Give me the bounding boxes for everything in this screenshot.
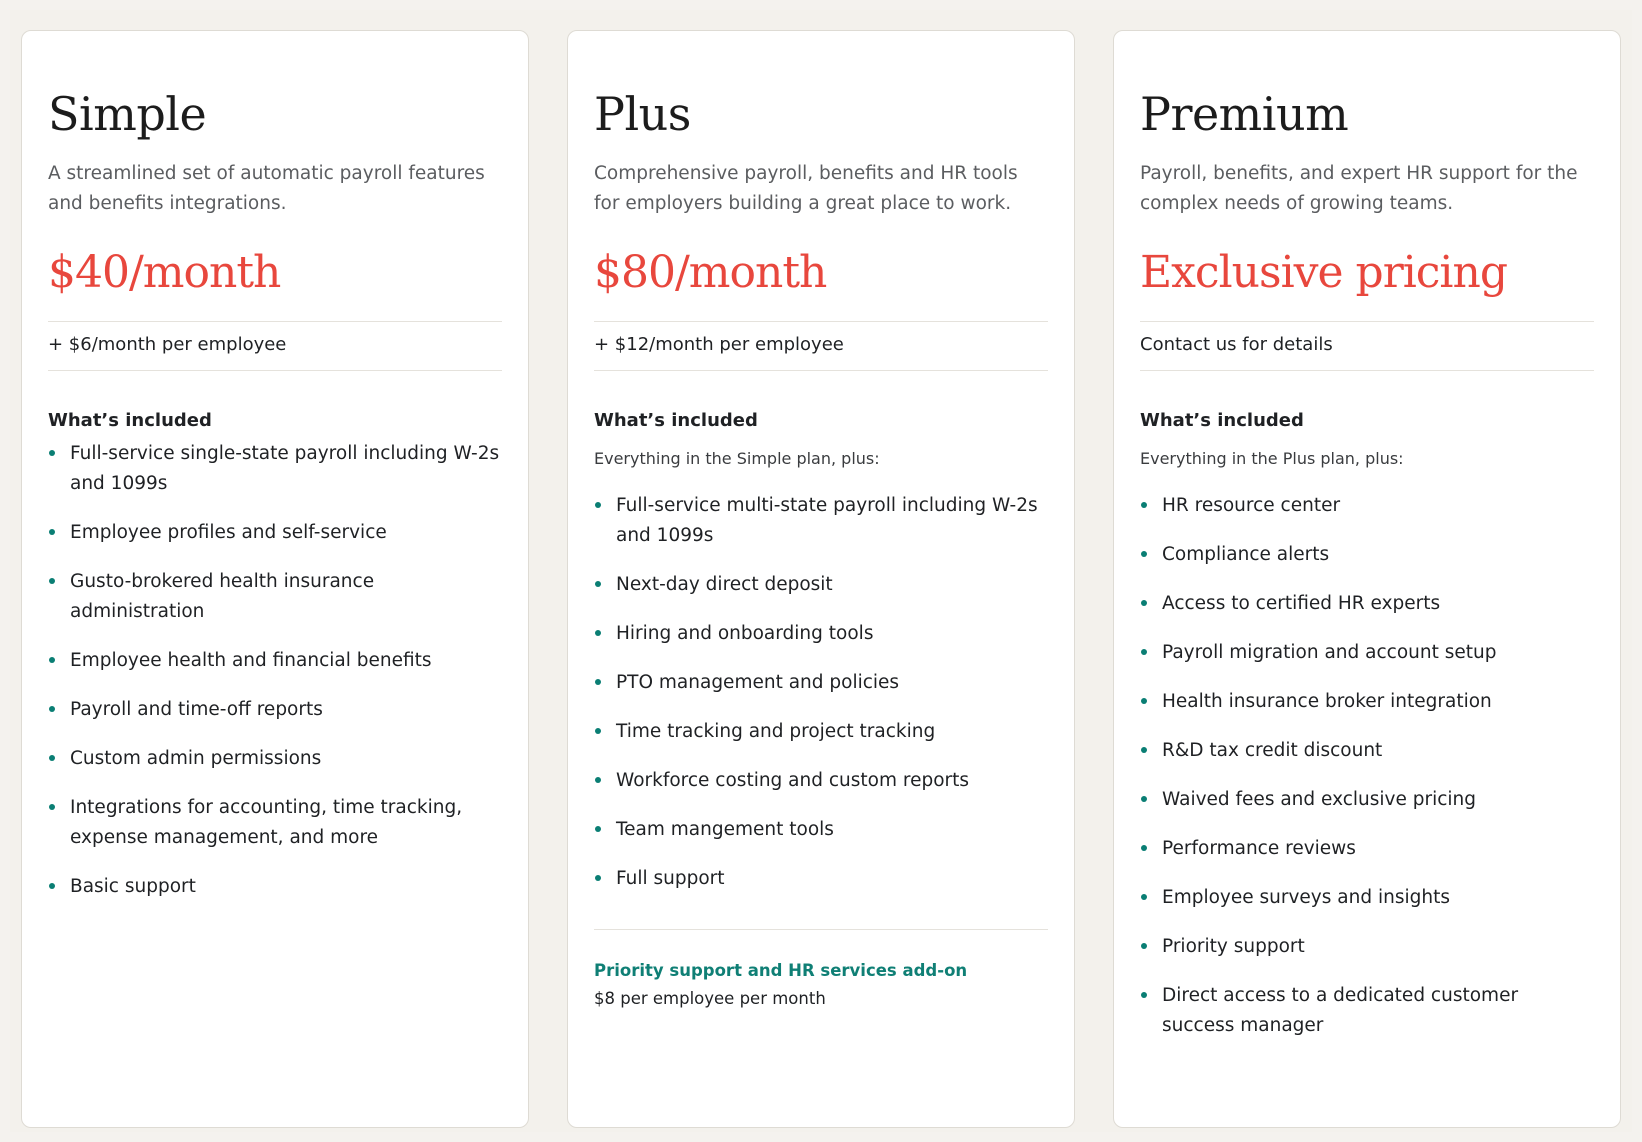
bullet-icon (1141, 600, 1147, 606)
bullet-icon (1141, 747, 1147, 753)
feature-item (1140, 540, 1594, 570)
plan-card-plus (567, 30, 1075, 1128)
plan-title: Plus (594, 87, 691, 141)
bullet-icon (1141, 551, 1147, 557)
price-note: Contact us for details (1140, 334, 1333, 355)
bullet-icon (1141, 992, 1147, 998)
feature-text: Workforce costing and custom reports (616, 770, 970, 791)
feature-item (1140, 883, 1594, 913)
feature-item (48, 518, 502, 548)
plan-price: $80/month (594, 247, 827, 298)
feature-text: Employee surveys and insights (1162, 887, 1450, 908)
bullet-icon (595, 679, 601, 685)
included-heading: What’s included (594, 410, 758, 431)
feature-text: Direct access to a dedicated customer success manager (1162, 985, 1519, 1036)
feature-item (1140, 785, 1594, 815)
feature-item (48, 744, 502, 774)
bullet-icon (1141, 943, 1147, 949)
feature-text: Integrations for accounting, time tracking, expense management, and more (70, 797, 463, 848)
feature-item (594, 570, 1048, 600)
feature-item (594, 717, 1048, 747)
bullet-icon (595, 777, 601, 783)
feature-item (48, 872, 502, 902)
feature-item (48, 567, 502, 627)
plan-description: A streamlined set of automatic payroll features and benefits integrations. (48, 163, 485, 214)
included-heading: What’s included (48, 410, 212, 431)
divider (48, 370, 502, 371)
feature-item (594, 668, 1048, 698)
feature-text: Full-service single-state payroll including W-2s and 1099s (70, 443, 500, 494)
feature-text: Time tracking and project tracking (616, 721, 936, 742)
plan-card-simple (21, 30, 529, 1128)
divider (594, 929, 1048, 930)
feature-text: Compliance alerts (1162, 544, 1330, 565)
feature-list (1140, 491, 1594, 1060)
addon-title: Priority support and HR services add-on (594, 961, 968, 980)
plan-card-premium (1113, 30, 1621, 1128)
feature-list (48, 439, 502, 921)
addon-price: $8 per employee per month (594, 989, 826, 1008)
feature-text: R&D tax credit discount (1162, 740, 1383, 761)
plan-description: Comprehensive payroll, benefits and HR tools for employers building a great place to work. (594, 163, 1018, 214)
plan-title: Simple (48, 87, 207, 141)
plan-title: Premium (1140, 87, 1349, 141)
plan-price: $40/month (48, 247, 281, 298)
feature-item (594, 864, 1048, 894)
bullet-icon (1141, 845, 1147, 851)
bullet-icon (49, 706, 55, 712)
included-subtitle: Everything in the Simple plan, plus: (594, 449, 880, 468)
feature-text: Custom admin permissions (70, 748, 322, 769)
bullet-icon (1141, 649, 1147, 655)
divider (594, 321, 1048, 322)
feature-item (1140, 834, 1594, 864)
divider (594, 370, 1048, 371)
bullet-icon (595, 826, 601, 832)
feature-text: Full-service multi-state payroll including W-2s and 1099s (616, 495, 1038, 546)
bullet-icon (595, 630, 601, 636)
feature-item (1140, 736, 1594, 766)
feature-item (594, 766, 1048, 796)
bullet-icon (49, 804, 55, 810)
feature-text: PTO management and policies (616, 672, 900, 693)
bullet-icon (1141, 796, 1147, 802)
divider (1140, 321, 1594, 322)
bullet-icon (1141, 894, 1147, 900)
feature-text: Health insurance broker integration (1162, 691, 1492, 712)
feature-item (48, 646, 502, 676)
bullet-icon (1141, 698, 1147, 704)
price-note: + $12/month per employee (594, 334, 844, 355)
feature-item (594, 815, 1048, 845)
feature-item (1140, 981, 1594, 1041)
feature-text: Payroll migration and account setup (1162, 642, 1497, 663)
feature-item (1140, 589, 1594, 619)
divider (1140, 370, 1594, 371)
price-note: + $6/month per employee (48, 334, 287, 355)
feature-text: Team mangement tools (616, 819, 834, 840)
divider (48, 321, 502, 322)
pricing-section (10, 10, 1632, 1132)
feature-text: Hiring and onboarding tools (616, 623, 874, 644)
included-subtitle: Everything in the Plus plan, plus: (1140, 449, 1404, 468)
feature-item (1140, 638, 1594, 668)
bullet-icon (595, 581, 601, 587)
feature-text: Performance reviews (1162, 838, 1356, 859)
bullet-icon (49, 578, 55, 584)
feature-item (594, 619, 1048, 649)
bullet-icon (1141, 502, 1147, 508)
bullet-icon (49, 529, 55, 535)
feature-text: Full support (616, 868, 725, 889)
bullet-icon (49, 755, 55, 761)
bullet-icon (595, 728, 601, 734)
feature-list (594, 491, 1048, 913)
bullet-icon (595, 502, 601, 508)
bullet-icon (595, 875, 601, 881)
feature-text: Employee health and financial benefits (70, 650, 432, 671)
plan-description: Payroll, benefits, and expert HR support for the complex needs of growing teams. (1140, 163, 1578, 214)
feature-text: Priority support (1162, 936, 1305, 957)
feature-item (1140, 932, 1594, 962)
feature-text: Basic support (70, 876, 196, 897)
feature-text: Payroll and time-off reports (70, 699, 323, 720)
bullet-icon (49, 657, 55, 663)
feature-text: Next-day direct deposit (616, 574, 833, 595)
feature-text: Employee profiles and self-service (70, 522, 387, 543)
feature-item (48, 439, 502, 499)
feature-item (594, 491, 1048, 551)
feature-item (48, 695, 502, 725)
feature-text: HR resource center (1162, 495, 1341, 516)
bullet-icon (49, 450, 55, 456)
feature-text: Access to certified HR experts (1162, 593, 1441, 614)
plan-price: Exclusive pricing (1140, 247, 1508, 298)
feature-text: Waived fees and exclusive pricing (1162, 789, 1476, 810)
feature-item (48, 793, 502, 853)
bullet-icon (49, 883, 55, 889)
feature-item (1140, 491, 1594, 521)
included-heading: What’s included (1140, 410, 1304, 431)
feature-item (1140, 687, 1594, 717)
feature-text: Gusto-brokered health insurance administration (70, 571, 375, 622)
